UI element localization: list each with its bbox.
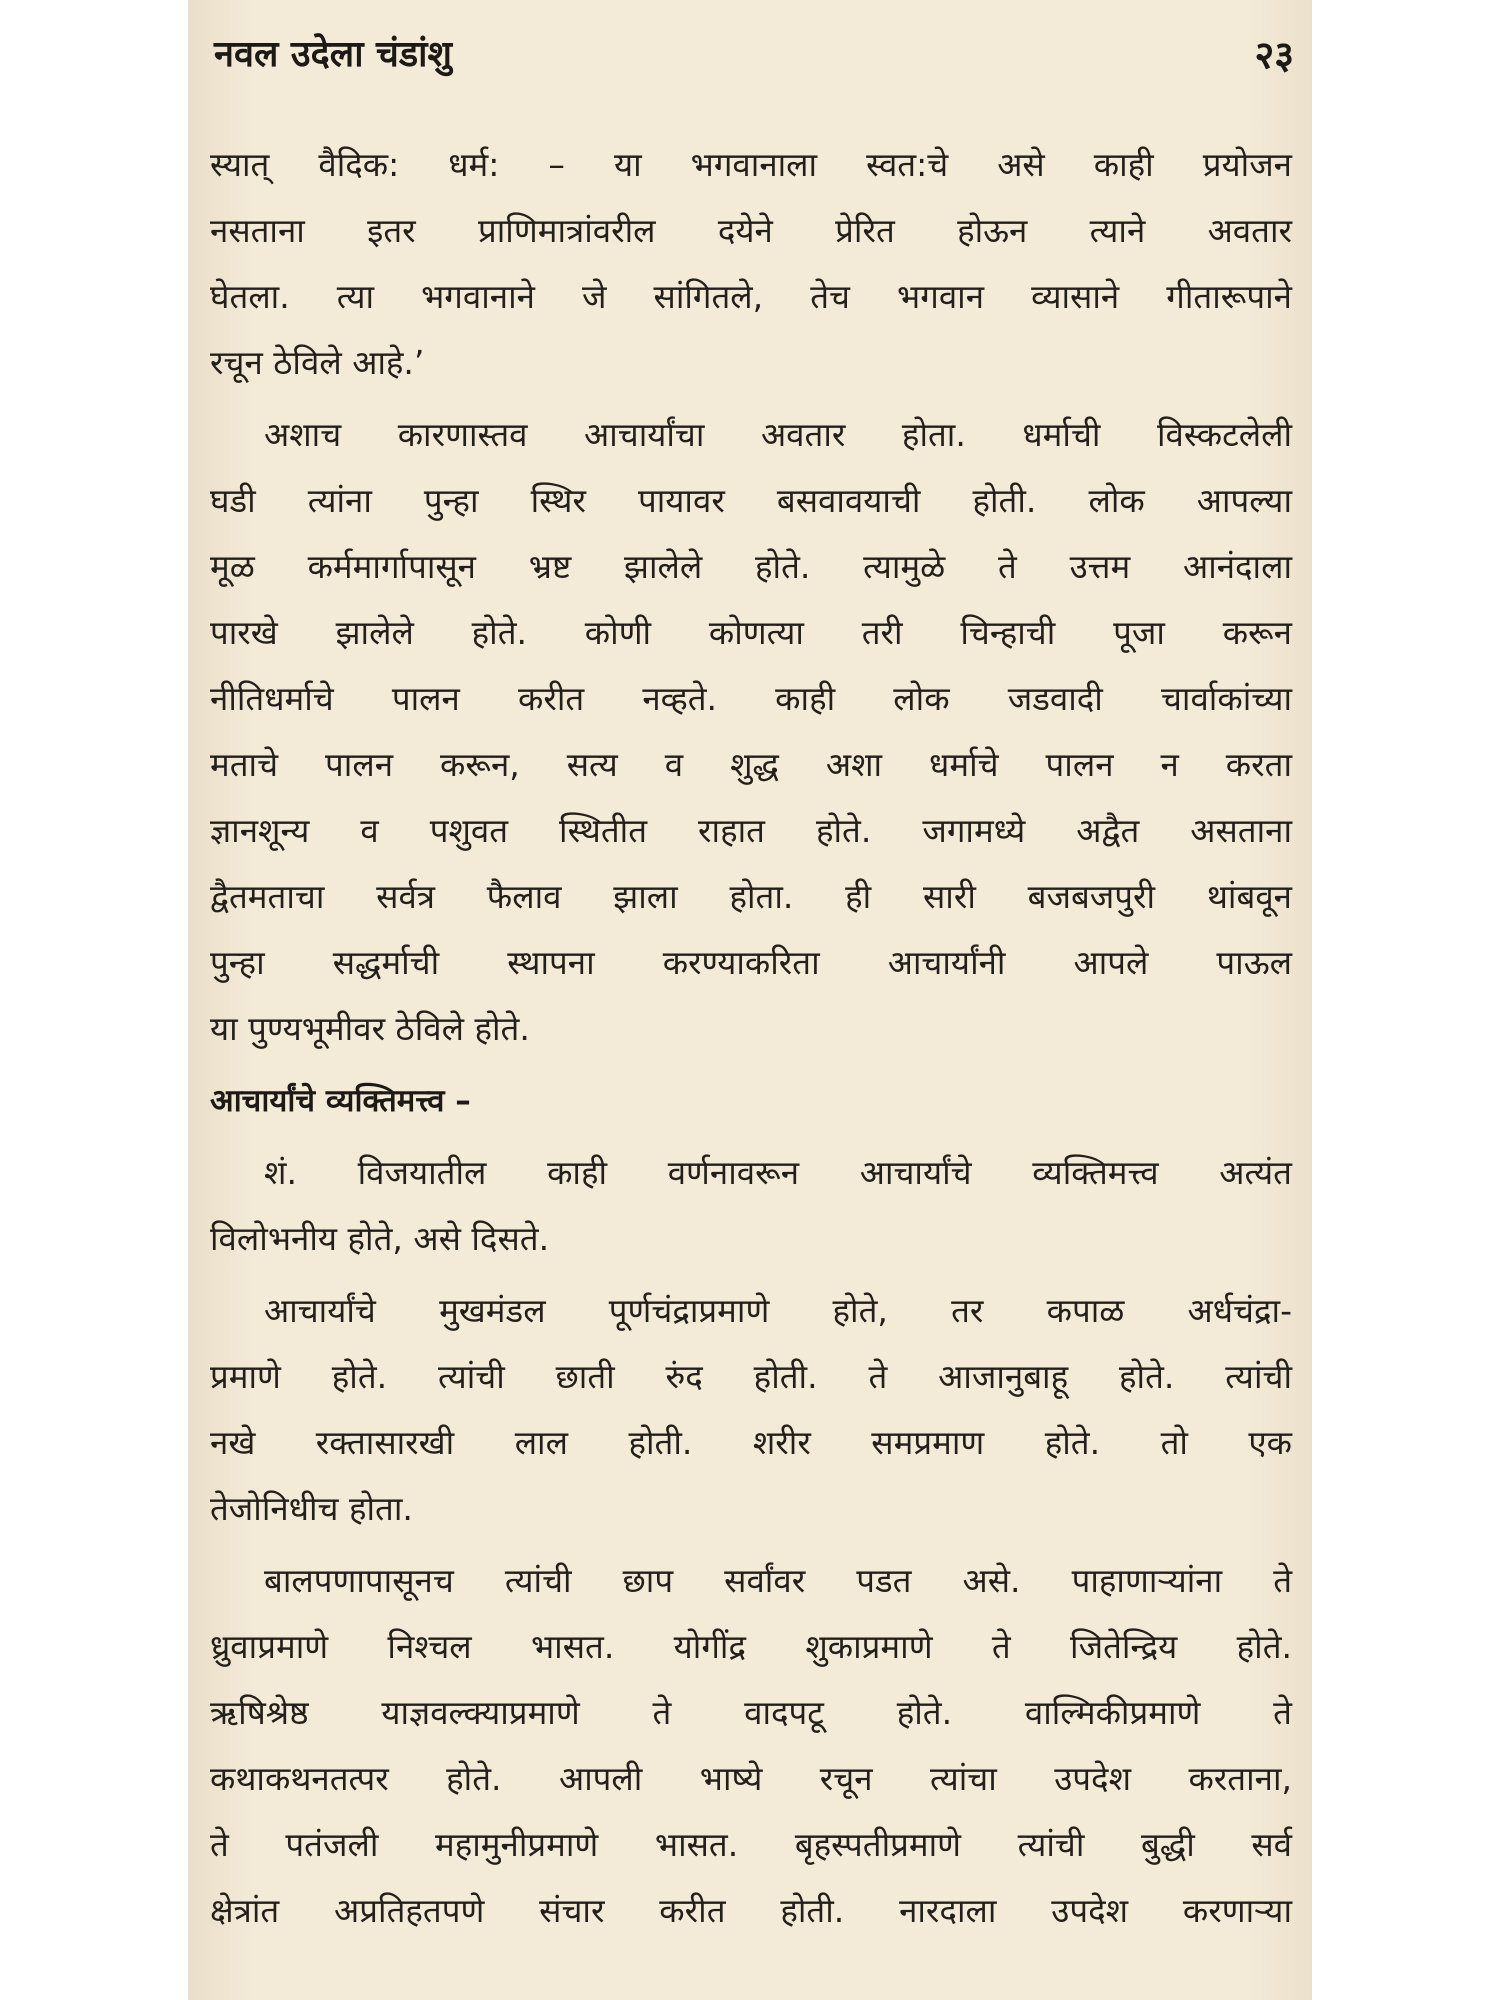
text-line: नखे रक्तासारखी लाल होती. शरीर समप्रमाण होते. तो एक <box>210 1423 1292 1462</box>
book-page <box>188 0 1312 2000</box>
text-line: विलोभनीय होते, असे दिसते. <box>210 1219 550 1258</box>
page-number: २३ <box>1254 33 1294 77</box>
text-line: ऋषिश्रेष्ठ याज्ञवल्क्याप्रमाणे ते वादपटू होते. वाल्मिकीप्रमाणे ते <box>210 1693 1292 1732</box>
text-line: ध्रुवाप्रमाणे निश्चल भासत. योगींद्र शुकाप्रमाणे ते जितेन्द्रिय होते. <box>210 1627 1292 1666</box>
text-line: शं. विजयातील काही वर्णनावरून आचार्यांचे व्यक्तिमत्त्व अत्यंत <box>264 1153 1292 1192</box>
page-body <box>210 132 1292 1944</box>
text-line: रचून ठेविले आहे.’ <box>210 343 425 382</box>
text-line: आचार्यांचे मुखमंडल पूर्णचंद्राप्रमाणे होते, तर कपाळ अर्धचंद्रा- <box>264 1291 1292 1330</box>
paragraph-2 <box>210 402 1292 1062</box>
text-line: तेजोनिधीच होता. <box>210 1489 413 1528</box>
text-line: ज्ञानशून्य व पशुवत स्थितीत राहात होते. जगामध्ये अद्वैत असताना <box>210 811 1292 850</box>
paragraph-5 <box>210 1548 1292 1944</box>
section-heading: आचार्यांचे व्यक्तिमत्त्व – <box>210 1083 471 1119</box>
text-line: मूळ कर्ममार्गापासून भ्रष्ट झालेले होते. त्यामुळे ते उत्तम आनंदाला <box>210 547 1292 586</box>
text-line: नसताना इतर प्राणिमात्रांवरील दयेने प्रेरित होऊन त्याने अवतार <box>210 211 1292 250</box>
text-line: पारखे झालेले होते. कोणी कोणत्या तरी चिन्हाची पूजा करून <box>210 613 1292 652</box>
text-line: क्षेत्रांत अप्रतिहतपणे संचार करीत होती. नारदाला उपदेश करणाऱ्या <box>210 1891 1292 1930</box>
running-title: नवल उदेला चंडांशु <box>214 34 452 75</box>
paragraph-3 <box>210 1140 1292 1272</box>
text-line: या पुण्यभूमीवर ठेविले होते. <box>210 1009 530 1048</box>
text-line: कथाकथनतत्पर होते. आपली भाष्ये रचून त्यांचा उपदेश करताना, <box>210 1759 1292 1798</box>
text-line: अशाच कारणास्तव आचार्यांचा अवतार होता. धर्माची विस्कटलेली <box>264 415 1292 454</box>
text-line: द्वैतमताचा सर्वत्र फैलाव झाला होता. ही सारी बजबजपुरी थांबवून <box>210 877 1292 916</box>
text-line: नीतिधर्माचे पालन करीत नव्हते. काही लोक जडवादी चार्वाकांच्या <box>210 679 1292 718</box>
text-line: मताचे पालन करून, सत्य व शुद्ध अशा धर्माचे पालन न करता <box>210 745 1292 784</box>
text-line: प्रमाणे होते. त्यांची छाती रुंद होती. ते आजानुबाहू होते. त्यांची <box>210 1357 1292 1396</box>
text-line: पुन्हा सद्धर्माची स्थापना करण्याकरिता आचार्यांनी आपले पाऊल <box>210 943 1292 982</box>
text-line: स्यात् वैदिक: धर्म: – या भगवानाला स्वत:चे असे काही प्रयोजन <box>210 145 1292 184</box>
text-line: घडी त्यांना पुन्हा स्थिर पायावर बसवावयाची होती. लोक आपल्या <box>210 481 1292 520</box>
paragraph-4 <box>210 1278 1292 1542</box>
page-header <box>188 0 1312 110</box>
text-line: बालपणापासूनच त्यांची छाप सर्वांवर पडत असे. पाहाणाऱ्यांना ते <box>264 1561 1292 1600</box>
paragraph-1 <box>210 132 1292 396</box>
text-line: ते पतंजली महामुनीप्रमाणे भासत. बृहस्पतीप्रमाणे त्यांची बुद्धी सर्व <box>210 1825 1292 1864</box>
text-line: घेतला. त्या भगवानाने जे सांगितले, तेच भगवान व्यासाने गीतारूपाने <box>210 277 1292 316</box>
